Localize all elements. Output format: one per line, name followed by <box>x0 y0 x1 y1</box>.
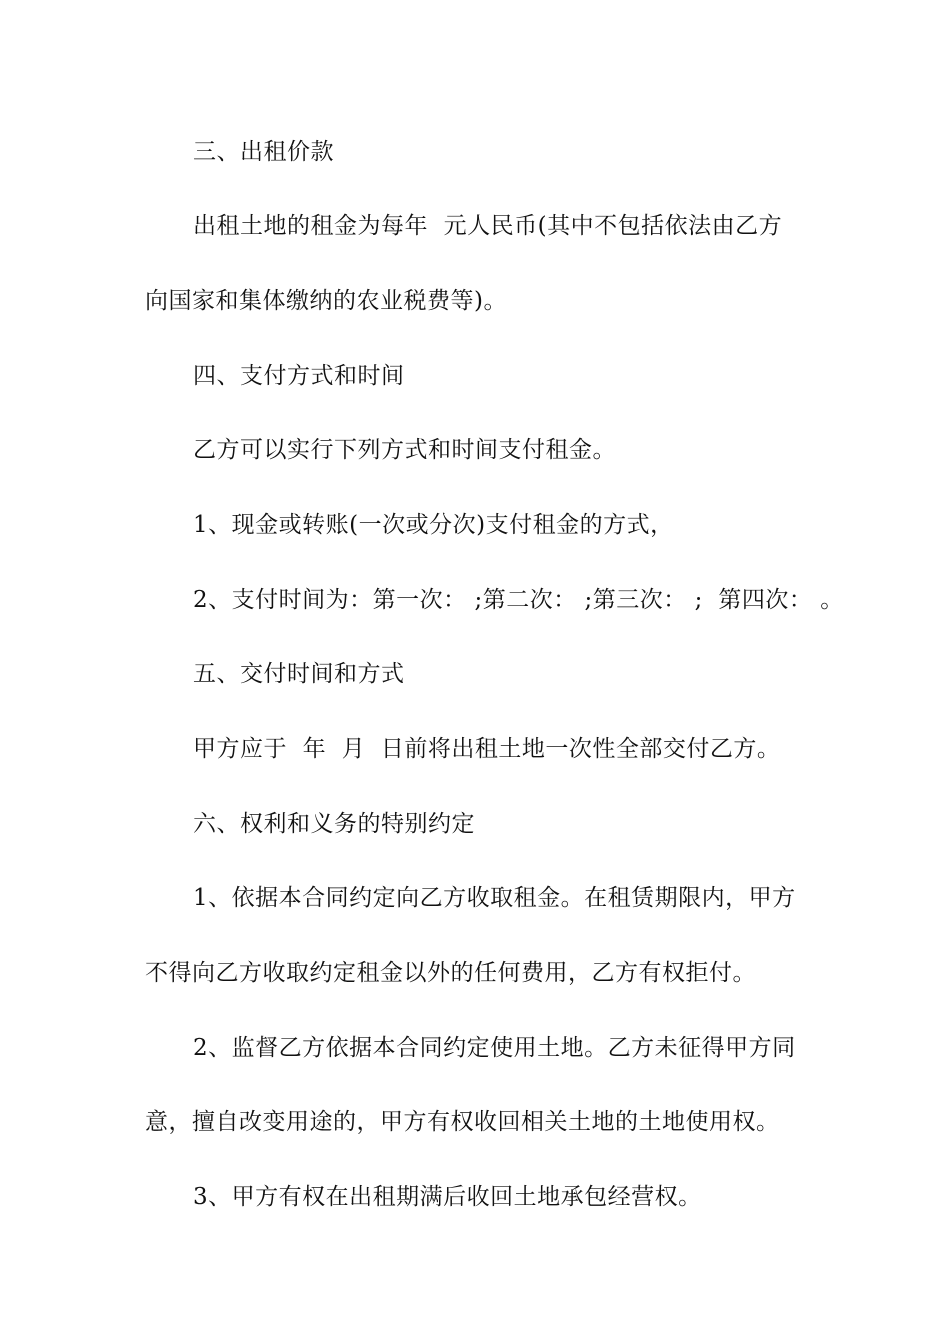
section-heading-rights-obligations: 六、权利和义务的特别约定 <box>193 811 475 837</box>
list-item-right-2-continued: 意，擅自改变用途的，甲方有权收回相关土地的土地使用权。 <box>145 1109 780 1135</box>
paragraph-rent-amount: 出租土地的租金为每年 元人民币(其中不包括依法由乙方 <box>193 213 783 239</box>
section-heading-delivery: 五、交付时间和方式 <box>193 661 405 687</box>
section-heading-payment-method: 四、支付方式和时间 <box>193 363 405 389</box>
paragraph-rent-amount-continued: 向国家和集体缴纳的农业税费等)。 <box>145 288 507 314</box>
paragraph-delivery-date: 甲方应于 年 月 日前将出租土地一次性全部交付乙方。 <box>193 736 781 762</box>
section-heading-rent-price: 三、出租价款 <box>193 139 334 165</box>
list-item-right-2: 2、监督乙方依据本合同约定使用土地。乙方未征得甲方同 <box>193 1035 796 1061</box>
list-item-right-1-continued: 不得向乙方收取约定租金以外的任何费用，乙方有权拒付。 <box>145 960 756 986</box>
paragraph-payment-intro: 乙方可以实行下列方式和时间支付租金。 <box>193 437 616 463</box>
list-item-payment-time: 2、支付时间为：第一次： ;第二次： ;第三次： ; 第四次： 。 <box>193 587 844 613</box>
list-item-right-3: 3、甲方有权在出租期满后收回土地承包经营权。 <box>193 1184 702 1210</box>
list-item-payment-method: 1、现金或转账(一次或分次)支付租金的方式， <box>193 512 674 538</box>
list-item-right-1: 1、依据本合同约定向乙方收取租金。在租赁期限内，甲方 <box>193 885 796 911</box>
